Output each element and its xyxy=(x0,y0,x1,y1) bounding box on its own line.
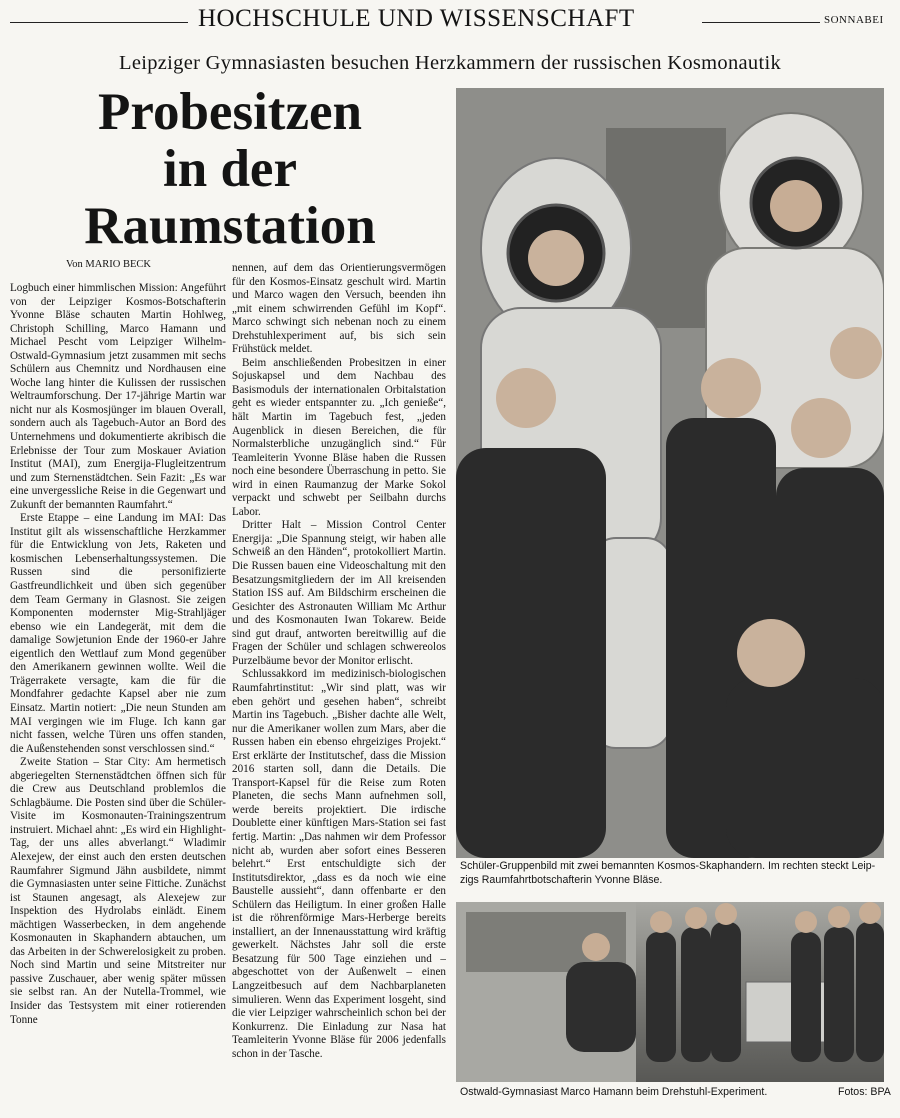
rotating-chair-illustration xyxy=(456,902,884,1082)
weekday-label: SONNABEI xyxy=(824,14,884,26)
section-rule-left xyxy=(10,22,188,23)
caption-line: Schüler-Gruppenbild mit zwei bemannten Kosmos-Skaphandern. Im rechten steckt Leip- xyxy=(460,860,876,872)
headline-line: Probesitzen xyxy=(98,83,362,141)
headline-line: in der xyxy=(163,140,297,198)
group-photo-illustration xyxy=(456,88,884,858)
caption-line: zigs Raumfahrtbotschafterin Yvonne Bläse. xyxy=(460,873,663,886)
headline-line: Raumstation xyxy=(84,197,376,255)
paragraph: Dritter Halt – Mission Control Center Energija: „Die Spannung steigt, wir haben alle Schweiß an den Händen“, protokolliert Martin. Die Russen bauen eine Videoschaltung mit den Besatzungsmitgliedern der im All kreisenden Station ISS auf. Am Bildschirm erscheinen die Gesichter des Astronauten William Mc Arthur und des Kosmonauten Iwan Tokarew. Beide sind gut drauf, antworten bereitwillig auf die Fragen der Schüler und schlagen schwereolos Purzelbäume bevor der Monitor erlischt. xyxy=(232,519,446,667)
article-column-2 xyxy=(232,262,446,1108)
group-photo-caption xyxy=(460,860,888,887)
rotating-chair-caption: Ostwald-Gymnasiast Marco Hamann beim Drehstuhl-Experiment. xyxy=(460,1086,768,1098)
paragraph: Erste Etappe – eine Landung im MAI: Das Institut gilt als wissenschaftliche Herzkammer für die Entwicklung von Jets, Raketen und kosmischen Lebenserhaltungssystemen. Die Russen sind die personifizierte Gastfreundlichkeit und üben sich gegenüber dem Team Germany in Glasnost. Sie zeigen Komponenten modernster Mig-Strahljäger ebenso wie ein Landegerät, mit dem die damalige Sowjetunion Ende der 1960-er Jahre eigentlich den Wettlauf zum Mond gegenüber den Amerikanern gewinnen wollte. Weil die Trägerrakete versagte, kam die für die Mondfahrer gedachte Kapsel aber nie zum Einsatz. Martin notiert: „Die neun Stunden am MAI vergingen wie im Fluge. Ich kann gar nicht fassen, welche Türen uns offen standen, die Außenstehenden sonst verschlossen sind.“ xyxy=(10,512,226,755)
group-photo xyxy=(456,88,884,858)
paragraph: Schlussakkord im medizinisch-biologischen Raumfahrtinstitut: „Wir sind platt, was wir eben gehört und gesehen haben“, schreibt Martin ins Tagebuch. „Bisher dachte alle Welt, nur die Amerikaner wollen zum Mars, aber die Russen haben ein ebenso ehrgeiziges Projekt.“ Erst erklärte der Institutschef, dass die Mission 2016 starten soll, dann die Details. Die Transport-Kapsel für die Reise zum Roten Planeten, die sechs Mann aufnehmen soll, werde bereits projektiert. Die irdische Doublette einer künftigen Mars-Station sei fast fertig. Martin: „Das nahmen wir dem Professor nicht ab, wurden aber sofort eines Besseren belehrt.“ Erst entschuldigte sich der Institutsdirektor, „dass es da noch wie eine Baustelle aussieht“, dann offenbarte er den Schülern das Heiligtum. In einer großen Halle ist die röhrenförmige Mars-Herberge bereits installiert, an der Innenausstattung wird kräftig gewerkelt. Nächstes Jahr soll die erste Besatzung für 500 Tage einziehen und – abgeschottet von der Außenwelt – einen Langzeitbesuch auf dem Nachbarplaneten simulieren. Wenn das Experiment losgeht, sind die vier Leipziger wahrscheinlich schon bei der Konkurrenz. Die Einladung zur Nasa hat Teamleiterin Yvonne Bläse für 2006 jedenfalls schon in der Tasche. xyxy=(232,668,446,1060)
paragraph: nennen, auf dem das Orientierungsvermögen für den Kosmos-Einsatz geschult wird. Martin und Marco wagen den Versuch, beenden ihn „mit einem schwirrenden Gefühl im Kopf“. Marco schwingt sich nebenan noch zu einem Drehstuhlexperiment auf, bis sich sein Frühstück meldet. xyxy=(232,262,446,356)
paragraph: Zweite Station – Star City: Am hermetisch abgeriegelten Sternenstädtchen öffnen sich für die Crew aus Deutschland problemlos die Schlagbäume. Die Posten sind über die Schüler-Visite im Kosmonauten-Trainingszentrum instruiert. Michael ahnt: „Es wird ein Highlight-Tag, der uns alles abverlangt.“ Wladimir Alexejew, der einst auch den ersten deutschen Raumfahrer Sigmund Jähn ausbildete, nimmt die Gymnasiasten unter seine Fittiche. Zunächst ist Staunen angesagt, als Alexejew zur Inspektion des Hydrolabs einlädt. Einem mächtigen Wasserbecken, in dem angehende Kosmonauten in Skaphandern abtauchen, um das Arbeiten in der Schwerelosigkeit zu proben. Noch sind Martin und seine Mitstreiter nur passive Zuschauer, aber wenig später müssen sie selbst ran. An der Nutella-Trommel, wie Insider das Testsystem mit einer rotierenden Tonne xyxy=(10,756,226,1026)
photo-credit: Fotos: BPA xyxy=(838,1086,891,1098)
article-headline xyxy=(10,84,450,255)
byline: Von MARIO BECK xyxy=(66,259,151,270)
rotating-chair-photo xyxy=(456,902,884,1082)
paragraph: Beim anschließenden Probesitzen in einer Sojuskapsel und dem Nachbau des Basismoduls der internationalen Orbitalstation geht es wieder entspannter zu. „Ich genieße“, hält Martin im Tagebuch fest, „jeden Augenblick in diesen Bereichen, die für Normalsterbliche unzugänglich sind.“ Für Teamleiterin Yvonne Bläse haben die Russen noch eine besondere Überraschung in petto. Sie wird in einen Raumanzug der Marke Sokol verpackt und schwebt per Seilbahn durchs Labor. xyxy=(232,356,446,518)
article-kicker: Leipziger Gymnasiasten besuchen Herzkammern der russischen Kosmonautik xyxy=(119,52,781,74)
paragraph: Logbuch einer himmlischen Mission: Angeführt von der Leipziger Kosmos-Botschafterin Yvonne Bläse schauten Martin Hohlweg, Christoph Schilling, Marco Hamann und Michael Pescht vom Leipziger Wilhelm-Ostwald-Gymnasium jetzt zusammen mit sechs Schülern aus Chemnitz und Nordhausen eine Woche lang hinter die Kulissen der russischen Weltraumforschung. Der 17-jährige Martin war nicht nur als Kosmosjünger im blauen Overall, sondern auch als Tagebuch-Autor an Bord des Unternehmens und dokumentierte akribisch die Erlebnisse der Tour zum Moskauer Aviation Institut (MAI), zum Energija-Flugleitzentrum und zum Sternenstädtchen. Sein Fazit: „Es war eine unvergessliche Reise in die Gegenwart und Zukunft der bemannten Raumfahrt.“ xyxy=(10,282,226,511)
section-title: HOCHSCHULE UND WISSENSCHAFT xyxy=(198,5,635,32)
section-rule-right xyxy=(702,22,820,23)
article-column-1 xyxy=(10,282,226,1108)
